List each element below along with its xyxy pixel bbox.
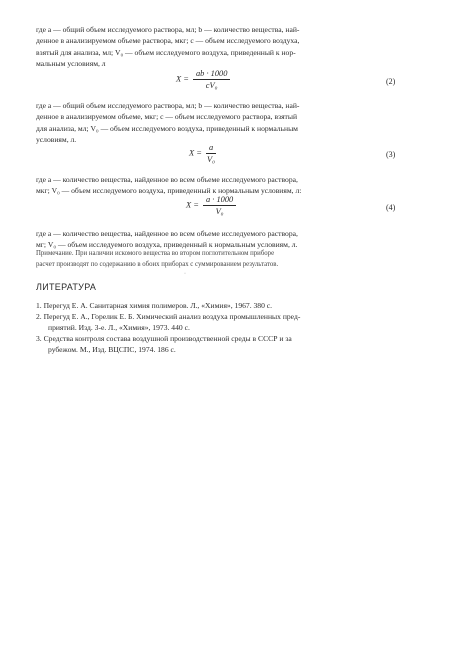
numerator: ab · 1000 xyxy=(193,69,230,80)
text-line: где a — общий объем исследуемого раствора, мл; b — количество вещества, най- xyxy=(36,101,300,110)
denominator: V₀ xyxy=(215,207,224,216)
paragraph-2 xyxy=(36,100,402,145)
paragraph-4 xyxy=(36,228,402,251)
formula-lhs: X = xyxy=(186,200,199,210)
equation-number: (2) xyxy=(386,77,396,86)
text-line: условиям, л. xyxy=(36,134,77,144)
reference-item xyxy=(36,333,406,355)
fraction xyxy=(206,143,216,164)
reference-item xyxy=(36,311,406,333)
formula-lhs: X = xyxy=(176,74,189,84)
note-line: расчет производят по содержанию в обоих приборах с суммированием результатов. xyxy=(36,260,279,268)
formula-3 xyxy=(189,143,216,164)
note-line: Примечание. При наличии искомого вещества во втором поглотительном приборе xyxy=(36,250,275,257)
denominator: cV₀ xyxy=(205,81,218,90)
fraction xyxy=(193,69,230,90)
text-line: мальным условиям, л xyxy=(36,58,106,68)
text-line: денное в анализируемом объеме, мкг; c — объем исследуемого раствора, взятый xyxy=(36,112,298,122)
paragraph-1 xyxy=(36,24,402,69)
text-line: где a — количество вещества, найденное во всем объеме исследуемого раствора, xyxy=(36,175,298,184)
text-line: для анализа, мл; V₀ — объем исследуемого воздуха, приведенный к нормальным xyxy=(36,123,298,133)
text-line: где a — количество вещества, найденное во всем объеме исследуемого раствора, xyxy=(36,229,298,238)
paragraph-3 xyxy=(36,174,402,197)
stray-mark: · xyxy=(184,271,186,277)
text-line: взятый для анализа, мл; V₀ — объем исследуемого воздуха, приведенный к нор- xyxy=(36,47,296,57)
reference-line: рубежом. М., Изд. ВЦСПС, 1974. 186 с. xyxy=(48,345,176,354)
equation-number: (3) xyxy=(386,150,396,159)
formula-4 xyxy=(186,195,236,216)
fraction xyxy=(203,195,236,216)
reference-line: 3. Средства контроля состава воздушной производственной среды в СССР и за xyxy=(36,334,292,343)
reference-line: приятий. Изд. 3-е. Л., «Химия», 1973. 440 с. xyxy=(48,323,190,332)
footnote xyxy=(36,249,402,270)
text-line: денное в анализируемом объеме раствора, мкг; c — объем исследуемого воздуха, xyxy=(36,36,300,46)
denominator: V₀ xyxy=(207,155,216,164)
references-heading: ЛИТЕРАТУРА xyxy=(36,282,97,292)
reference-line: 1. Перегуд Е. А. Санитарная химия полимеров. Л., «Химия», 1967. 380 с. xyxy=(36,301,273,310)
numerator: a · 1000 xyxy=(203,195,236,206)
reference-line: 2. Перегуд Е. А., Горелик Е. Б. Химический анализ воздуха промышленных пред- xyxy=(36,312,301,321)
text-line: где a — общий объем исследуемого раствора, мл; b — количество вещества, най- xyxy=(36,25,300,34)
formula-2 xyxy=(176,69,230,90)
numerator: a xyxy=(206,143,216,154)
text-line: мкг; V₀ — объем исследуемого воздуха, приведенный к нормальным условиям, л: xyxy=(36,186,302,196)
formula-lhs: X = xyxy=(189,148,202,158)
references-list xyxy=(36,300,406,355)
equation-number: (4) xyxy=(386,203,396,212)
text-line: мг; V₀ — объем исследуемого воздуха, приведенный к нормальным условиям, л. xyxy=(36,240,298,250)
reference-item xyxy=(36,300,406,311)
